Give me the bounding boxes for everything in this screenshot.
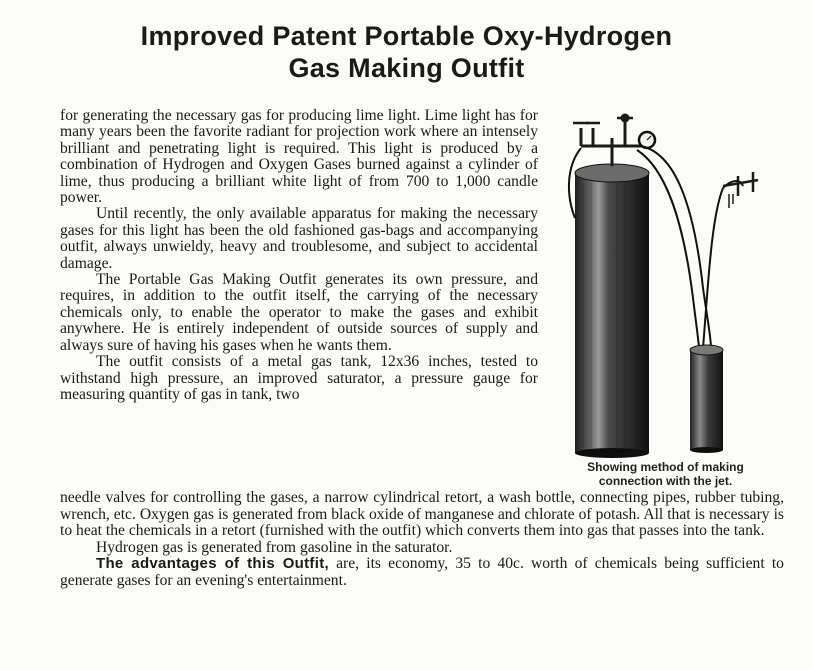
paragraph-outfit: The outfit consists of a metal gas tank, 12x36 inches, tested to withstand high pressure, an improved saturator, a pressure gauge for measuring quantity of gas in tank, two	[60, 353, 538, 403]
gas-outfit-illustration	[553, 108, 773, 458]
caption-line-2: connection with the jet.	[598, 474, 733, 488]
gas-tank	[575, 164, 649, 458]
figure-caption	[553, 460, 778, 488]
paragraph-portable: The Portable Gas Making Outfit generates its own pressure, and requires, in addition to the outfit itself, the carrying of the necessary chemicals only, to enable the operator to make the gases and exhibit anywhere. He is entirely independent of outside sources of supply and always sure of having his gases when he wants them.	[60, 271, 538, 354]
paragraph-advantages	[60, 556, 784, 589]
advantages-lead: The advantages of this Outfit,	[96, 555, 329, 572]
page-title	[0, 20, 813, 84]
title-line-2: Gas Making Outfit	[288, 53, 525, 83]
valve-assembly	[573, 115, 643, 166]
paragraph-intro: for generating the necessary gas for producing lime light. Lime light has for many years been the favorite radiant for projection work where an intensely brilliant and penetrating light is required. This light is produced by a combination of Hydrogen and Oxygen Gases burned against a cylinder of lime, thus producing a brilliant white light of from 700 to 1,000 candle power.	[60, 107, 538, 207]
paragraph-history: Until recently, the only available apparatus for making the necessary gases for this light has been the old fashioned gas-bags and accompanying outfit, always unwieldy, heavy and troublesome, and subject to accidental damage.	[60, 205, 538, 272]
body-full-width	[60, 490, 784, 589]
title-line-1: Improved Patent Portable Oxy-Hydrogen	[140, 21, 673, 51]
paragraph-continuation: needle valves for controlling the gases, a narrow cylindrical retort, a wash bottle, connecting pipes, rubber tubing, wrench, etc. Oxygen gas is generated from black oxide of manganese and chlorate of potash. All that is necessary is to heat the chemicals in a retort (furnished with the outfit) which converts them into gas that passes into the tank.	[60, 489, 784, 539]
advantages-text: are, its economy, 35 to 40c. worth of chemicals being sufficient to generate gases for an evening's entertainment.	[60, 555, 784, 589]
body-column	[60, 108, 538, 403]
caption-line-1: Showing method of making	[587, 460, 744, 474]
paragraph-hydrogen: Hydrogen gas is generated from gasoline in the saturator.	[96, 538, 453, 556]
burner-jet	[723, 172, 758, 208]
wash-bottle	[690, 345, 723, 453]
